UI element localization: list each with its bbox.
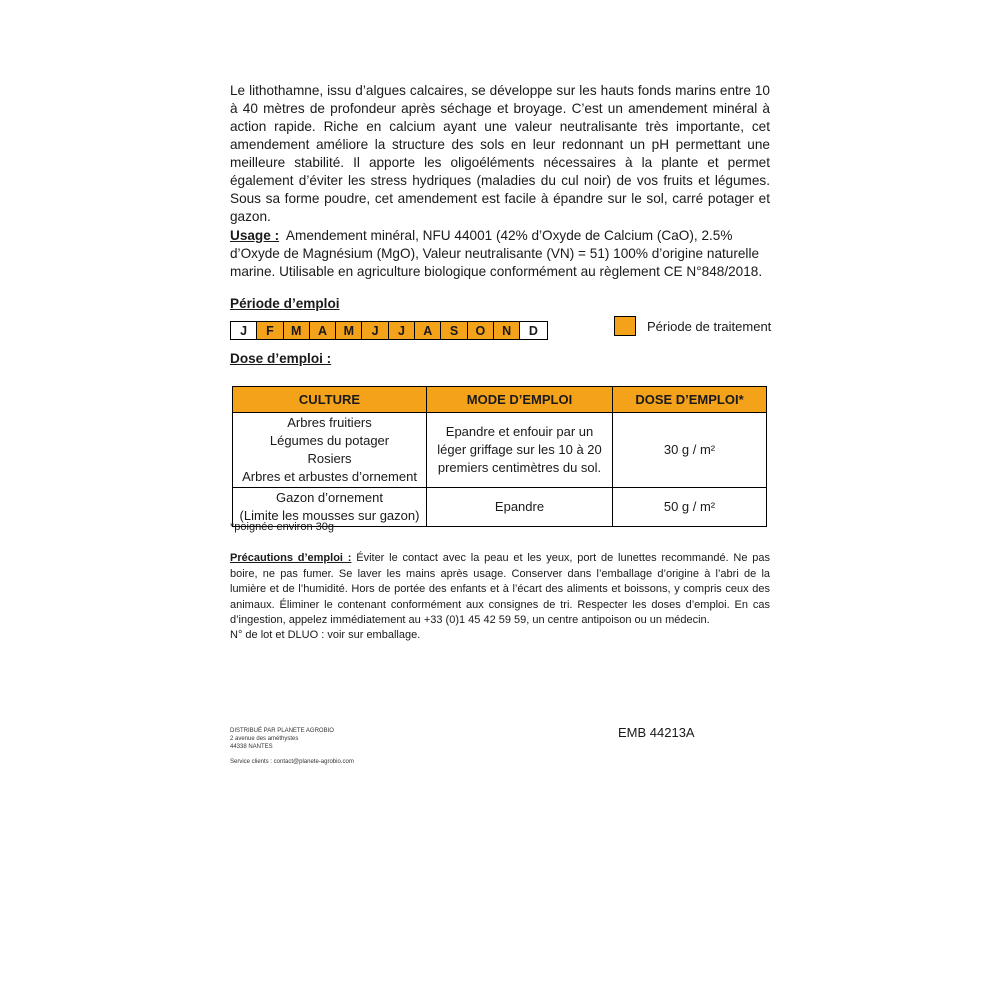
culture-line: (Limite les mousses sur gazon)	[239, 508, 420, 523]
month-cell: D	[528, 323, 538, 338]
header-mode: MODE D’EMPLOI	[427, 387, 613, 413]
distributor-block	[230, 727, 354, 766]
mode-cell	[427, 488, 613, 527]
mode-line: premiers centimètres du sol.	[437, 460, 602, 475]
month-calendar	[230, 321, 548, 340]
table-header-row	[233, 387, 767, 413]
culture-line: Arbres et arbustes d’ornement	[242, 469, 417, 484]
usage-text: Amendement minéral, NFU 44001 (42% d’Oxyde de Calcium (CaO), 2.5% d’Oxyde de Magnésium (MgO), Valeur neutralisante (VN) = 51) 100% d’origine naturelle marine. Utilisable en agriculture biologique conformément au règlement CE N°848/2018.	[230, 228, 763, 279]
service-contact: Service clients : contact@planete-agrobio.com	[230, 759, 354, 765]
usage-label: Usage :	[230, 228, 280, 243]
dose-table	[232, 386, 767, 527]
precautions-text: Éviter le contact avec la peau et les yeux, port de lunettes recommandé. Ne pas boire, ne pas fumer. Se laver les mains après usage. Conserver dans l’emballage d’origine à l’abri de la lumière et de l’humidité. Hors de portée des enfants et à l’écart des aliments et boissons, y compris ceux des animaux. Éliminer le contenant conformément aux consignes de tri. Respecter les doses d’emploi. En cas d’ingestion, appelez immédiatement au +33 (0)1 45 42 59 59, un centre antipoison ou un médecin.	[230, 552, 770, 626]
header-culture: CULTURE	[233, 387, 427, 413]
distributor-city: 44338 NANTES	[230, 744, 273, 750]
month-cell: N	[494, 322, 520, 339]
month-cell: J	[362, 322, 388, 339]
month-cell: M	[284, 322, 310, 339]
legend-swatch	[614, 316, 636, 336]
month-cell: A	[415, 322, 441, 339]
mode-line: Epandre	[494, 499, 545, 514]
lot-info: N° de lot et DLUO : voir sur emballage.	[230, 629, 421, 641]
month-cell: J	[231, 322, 257, 339]
mode-line: Epandre et enfouir par un	[445, 424, 594, 439]
month-cell: M	[336, 322, 362, 339]
distributor-name: DISTRIBUÉ PAR PLANETE AGROBIO	[230, 728, 334, 734]
month-cell: J	[389, 322, 415, 339]
dose-cell: 30 g / m²	[613, 413, 767, 488]
table-row	[233, 413, 767, 488]
dose-cell: 50 g / m²	[613, 488, 767, 527]
culture-cell	[233, 413, 427, 488]
dose-footnote: *poignée environ 30g	[230, 521, 334, 533]
legend-label: Période de traitement	[647, 318, 772, 334]
precautions-paragraph	[230, 551, 770, 629]
legend	[614, 316, 771, 336]
header-dose: DOSE D’EMPLOI*	[613, 387, 767, 413]
mode-line: léger griffage sur les 10 à 20	[437, 442, 602, 457]
emb-code: EMB 44213A	[618, 725, 695, 740]
culture-line: Arbres fruitiers	[287, 415, 372, 430]
usage-paragraph	[230, 227, 775, 281]
month-cell: O	[468, 322, 494, 339]
periode-title: Période d’emploi	[230, 296, 340, 311]
month-cell: A	[310, 322, 336, 339]
culture-line: Légumes du potager	[269, 433, 390, 448]
month-cell: S	[441, 322, 467, 339]
distributor-street: 2 avenue des améthystes	[230, 736, 299, 742]
month-cell: F	[257, 322, 283, 339]
culture-line: Gazon d’ornement	[276, 490, 383, 505]
culture-line: Rosiers	[307, 451, 352, 466]
dose-title: Dose d’emploi :	[230, 351, 332, 366]
mode-cell	[427, 413, 613, 488]
intro-paragraph: Le lithothamne, issu d’algues calcaires, se développe sur les hauts fonds marins entre 10 à 40 mètres de profondeur après séchage et broyage. C’est un amendement minéral à action rapide. Riche en calcium ayant une valeur neutralisante très importante, cet amendement améliore la structure des sols en leur redonnant un pH permettant une meilleure stabilité. Il apporte les oligoéléments nécessaires à la plante et permet également d’éviter les stress hydriques (maladies du cul noir) de vos fruits et légumes. Sous sa forme poudre, cet amendement est facile à épandre sur le sol, carré potager et gazon.	[230, 83, 770, 224]
precautions-label: Précautions d’emploi :	[230, 552, 352, 564]
